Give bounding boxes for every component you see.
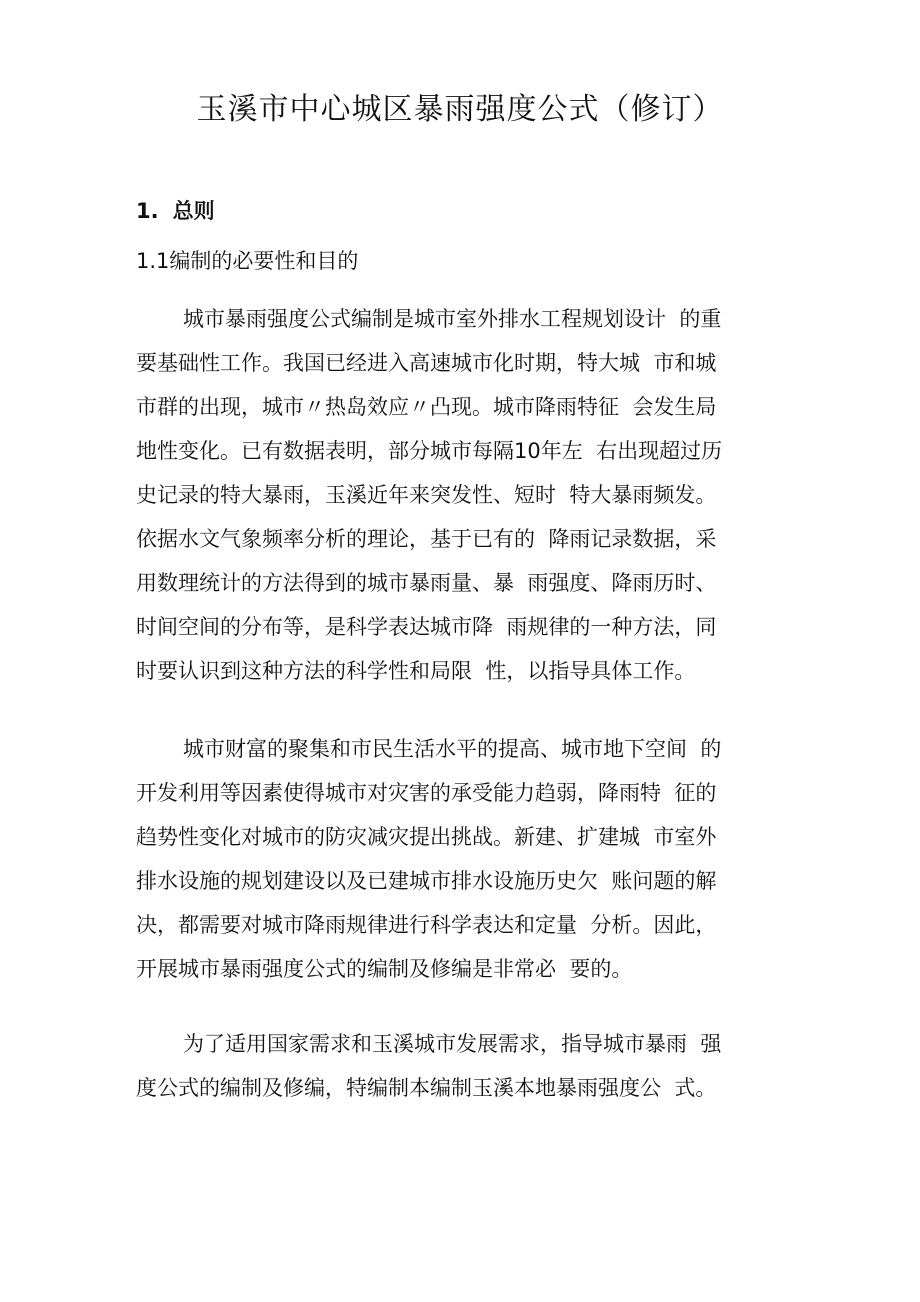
paragraph-line: 城市暴雨强度公式编制是城市室外排水工程规划设计 的重	[183, 307, 722, 331]
paragraph-line: 市群的出现，城市〃热岛效应〃凸现。城市降雨特征 会发生局	[136, 395, 717, 419]
document-title: 玉溪市中心城区暴雨强度公式（修订）	[196, 92, 724, 127]
section-number: 1.	[136, 199, 159, 223]
paragraph-line: 时间空间的分布等，是科学表达城市降 雨规律的一种方法，同	[136, 615, 717, 639]
paragraph-line: 要基础性工作。我国已经进入高速城市化时期，特大城 市和城	[136, 351, 717, 375]
paragraph-line: 时要认识到这种方法的科学性和局限 性，以指导具体工作。	[136, 659, 696, 683]
paragraph-line: 度公式的编制及修编，特编制本编制玉溪本地暴雨强度公 式。	[136, 1076, 717, 1100]
paragraph-line: 依据水文气象频率分析的理论，基于已有的 降雨记录数据，采	[136, 527, 717, 551]
section-heading	[136, 192, 215, 230]
section-title: 总则	[172, 199, 215, 223]
paragraph-line: 史记录的特大暴雨，玉溪近年来突发性、短时 特大暴雨频发。	[136, 483, 717, 507]
paragraph-line: 为了适用国家需求和玉溪城市发展需求，指导城市暴雨 强	[183, 1032, 722, 1056]
paragraph-line: 开展城市暴雨强度公式的编制及修编是非常必 要的。	[136, 957, 633, 981]
paragraph-line: 用数理统计的方法得到的城市暴雨量、暴 雨强度、降雨历时、	[136, 571, 717, 595]
paragraph-line: 城市财富的聚集和市民生活水平的提高、城市地下空间 的	[183, 737, 722, 761]
paragraph-purpose	[136, 1022, 796, 1110]
paragraph-line: 地性变化。已有数据表明，部分城市每隔10年左 右出现超过历	[136, 439, 723, 463]
subsection-heading: 1.1编制的必要性和目的	[136, 249, 359, 273]
paragraph-line: 趋势性变化对城市的防灾减灾提出挑战。新建、扩建城 市室外	[136, 825, 717, 849]
paragraph-challenges	[136, 727, 796, 991]
paragraph-line: 开发利用等因素使得城市对灾害的承受能力趋弱，降雨特 征的	[136, 781, 717, 805]
paragraph-line: 决，都需要对城市降雨规律进行科学表达和定量 分析。因此，	[136, 913, 717, 937]
paragraph-necessity	[136, 297, 796, 693]
paragraph-line: 排水设施的规划建设以及已建城市排水设施历史欠 账问题的解	[136, 869, 717, 893]
